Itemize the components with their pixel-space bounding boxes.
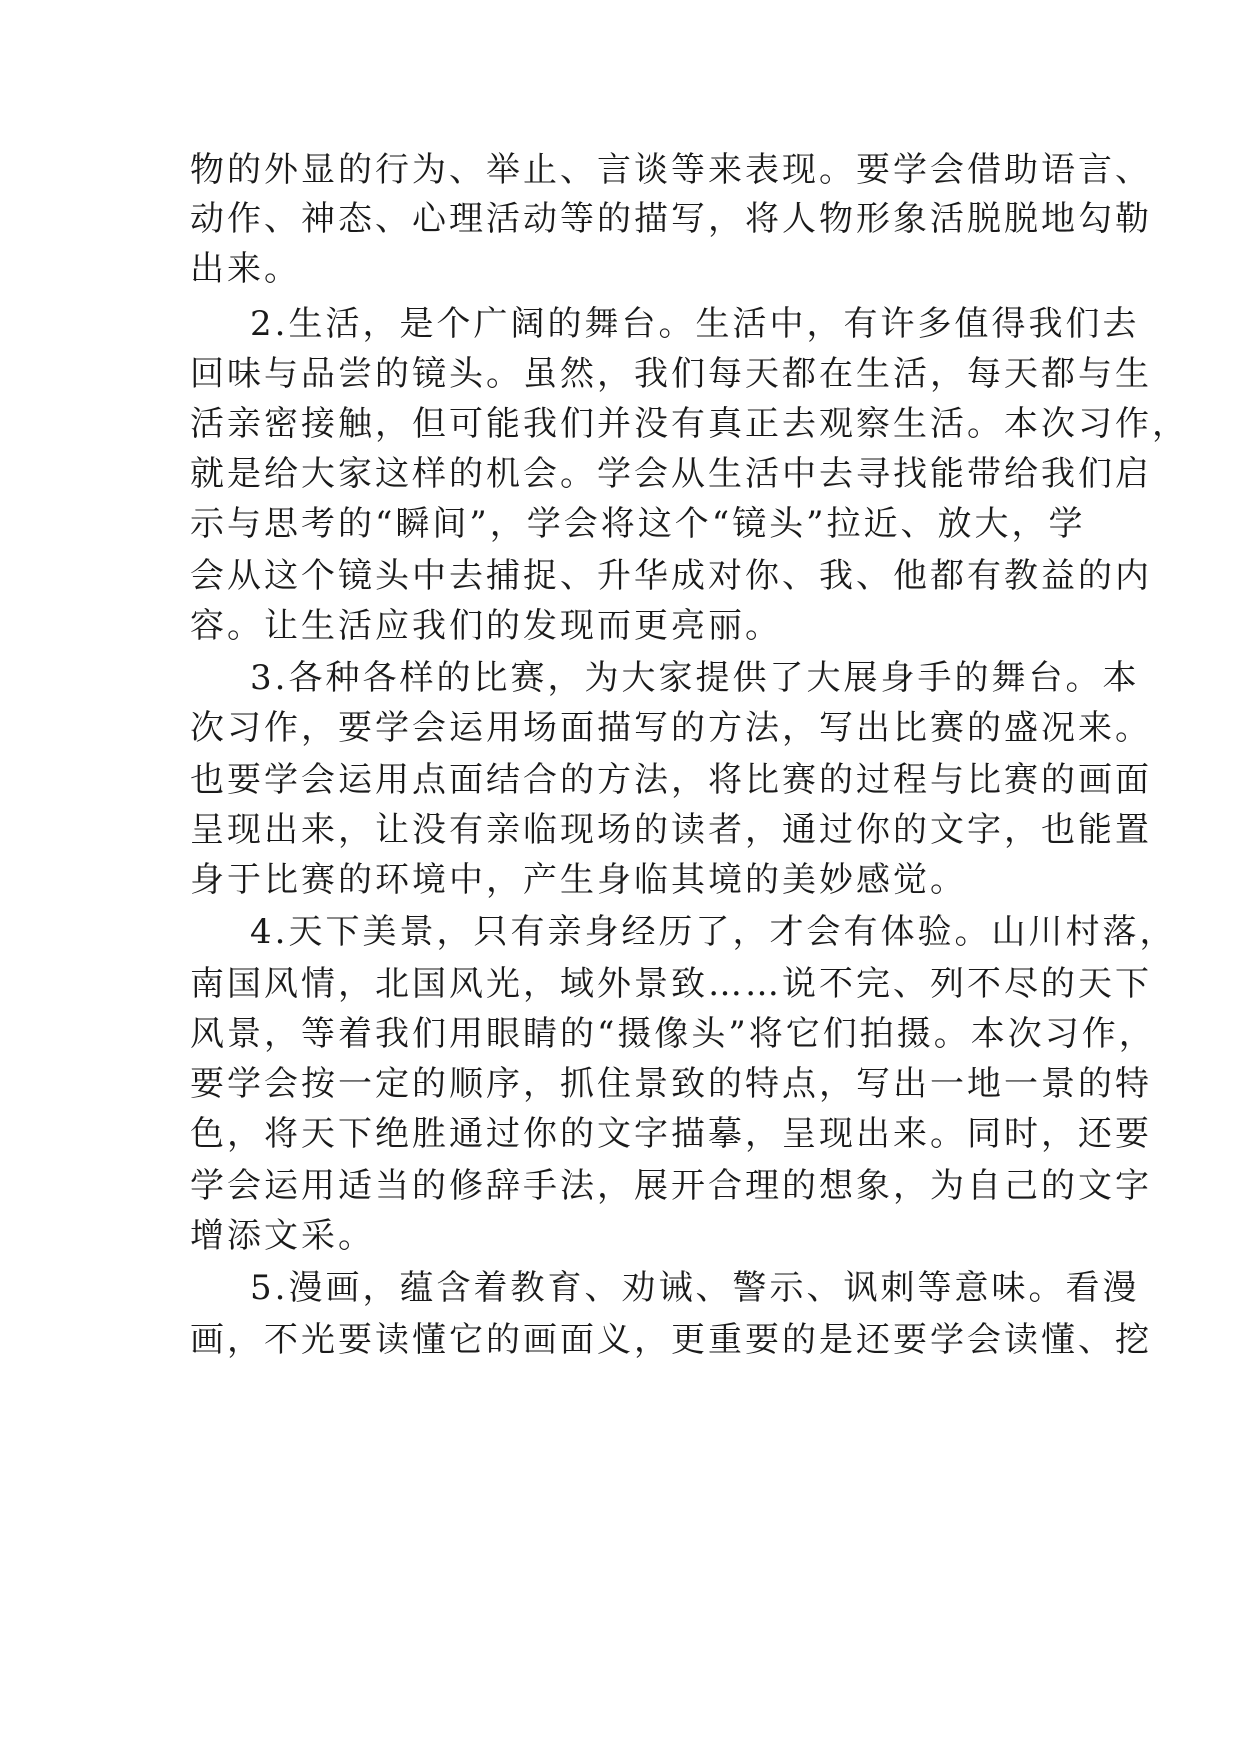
text-line: 4.天下美景，只有亲身经历了，才会有体验。山川村落，: [250, 912, 1177, 952]
text-line: 身于比赛的环境中，产生身临其境的美妙感觉。: [190, 860, 967, 900]
text-line: 次习作，要学会运用场面描写的方法，写出比赛的盛况来。: [190, 708, 1152, 748]
text-line: 5.漫画，蕴含着教育、劝诫、警示、讽刺等意味。看漫: [250, 1268, 1140, 1308]
text-line: 动作、神态、心理活动等的描写，将人物形象活脱脱地勾勒: [190, 199, 1152, 239]
text-line: 色，将天下绝胜通过你的文字描摹，呈现出来。同时，还要: [190, 1114, 1152, 1154]
text-line: 活亲密接触，但可能我们并没有真正去观察生活。本次习作，: [190, 404, 1189, 444]
text-line: 物的外显的行为、举止、言谈等来表现。要学会借助语言、: [190, 150, 1152, 190]
text-line: 出来。: [190, 249, 301, 289]
text-line: 风景，等着我们用眼睛的“摄像头”将它们拍摄。本次习作，: [190, 1014, 1156, 1054]
text-line: 就是给大家这样的机会。学会从生活中去寻找能带给我们启: [190, 454, 1152, 494]
text-line: 也要学会运用点面结合的方法，将比赛的过程与比赛的画面: [190, 760, 1152, 800]
text-line: 增添文采。: [190, 1216, 375, 1256]
text-line: 要学会按一定的顺序，抓住景致的特点，写出一地一景的特: [190, 1064, 1152, 1104]
text-line: 容。让生活应我们的发现而更亮丽。: [190, 606, 782, 646]
text-line: 会从这个镜头中去捕捉、升华成对你、我、他都有教益的内: [190, 556, 1152, 596]
text-line: 3.各种各样的比赛，为大家提供了大展身手的舞台。本: [250, 658, 1140, 698]
text-line: 南国风情，北国风光，域外景致……说不完、列不尽的天下: [190, 964, 1152, 1004]
text-line: 画，不光要读懂它的画面义，更重要的是还要学会读懂、挖: [190, 1320, 1152, 1360]
text-line: 回味与品尝的镜头。虽然，我们每天都在生活，每天都与生: [190, 354, 1152, 394]
text-line: 学会运用适当的修辞手法，展开合理的想象，为自己的文字: [190, 1166, 1152, 1206]
text-line: 2.生活，是个广阔的舞台。生活中，有许多值得我们去: [250, 304, 1140, 344]
text-line: 示与思考的“瞬间”，学会将这个“镜头”拉近、放大，学: [190, 504, 1086, 544]
text-line: 呈现出来，让没有亲临现场的读者，通过你的文字，也能置: [190, 810, 1152, 850]
